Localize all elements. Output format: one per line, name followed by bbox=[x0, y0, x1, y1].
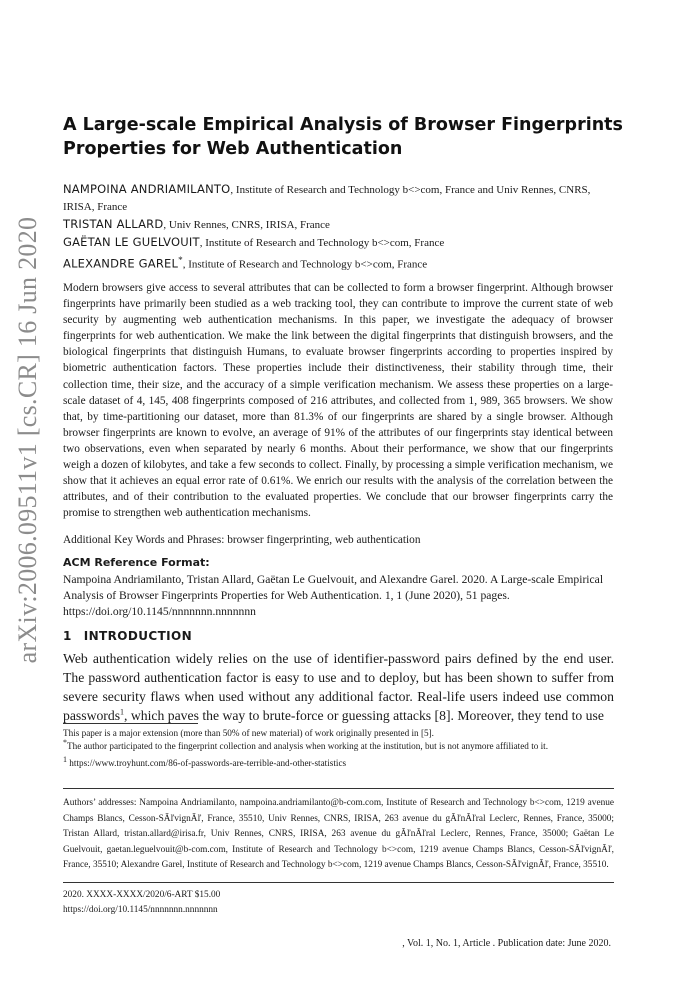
footnote-mark: 1 bbox=[120, 707, 125, 717]
author-entry bbox=[63, 216, 619, 234]
author-entry bbox=[63, 181, 619, 216]
author-entry bbox=[63, 234, 619, 252]
author-name: NAMPOINA ANDRIAMILANTO bbox=[63, 182, 231, 196]
running-footer: , Vol. 1, No. 1, Article . Publication date: June 2020. bbox=[402, 938, 611, 949]
author-affiliation: , Institute of Research and Technology b<>com, France and Univ Rennes, CNRS, IRISA, France bbox=[63, 184, 591, 213]
footnote bbox=[63, 754, 615, 770]
doi-line: https://doi.org/10.1145/nnnnnnn.nnnnnnn bbox=[63, 905, 218, 915]
author-name: GAËTAN LE GUELVOUIT bbox=[63, 235, 200, 249]
acm-reference-heading: ACM Reference Format: bbox=[63, 556, 210, 569]
author-marker: * bbox=[178, 255, 183, 265]
author-addresses: Authors’ addresses: Nampoina Andriamilanto, nampoina.andriamilanto@b-com.com, Institute of Research and Technology b<>com, 1219 avenue Champs Blancs, Cesson-SÃľvignÃľ, France, 35510, Univ Rennes, CNRS, IRISA, 263 avenue du gÃľnÃľral Leclerc, Rennes, France, 35000; Tristan Allard, tristan.allard@irisa.fr, Univ Rennes, CNRS, IRISA, 263 avenue du gÃľnÃľral Leclerc, Rennes, France, 35000; Gaëtan Le Guelvouit, gaetan.leguelvouit@b-com.com, Institute of Research and Technology b<>com, 1219 avenue Champs Blancs, Cesson-SÃľvignÃľ, France, 35510; Alexandre Garel, Institute of Research and Technology b<>com, 1219 avenue Champs Blancs, Cesson-SÃľvignÃľ, France, 35510. bbox=[63, 798, 614, 870]
copyright-rule bbox=[63, 882, 614, 883]
paper-title: A Large-scale Empirical Analysis of Browser Fingerprints Properties for Web Authentication bbox=[63, 115, 623, 159]
abstract: Modern browsers give access to several attributes that can be collected to form a browser fingerprint. Although browser fingerprints have primarily been studied as a web tracking tool, they can contribute to improve the current state of web security by augmenting web authentication mechanisms. In this paper, we investigate the adequacy of browser fingerprints for web authentication. We make the link between the digital fingerprints that distinguish browsers, and the biological fingerprints that distinguish Humans, to evaluate browser fingerprints according to properties inspired by biometric authentication factors. These properties include their distinctiveness, their stability through time, their collection time, their size, and the accuracy of a simple verification mechanism. We assess these properties on a large-scale dataset of 4, 145, 408 fingerprints composed of 216 attributes, and collected from 1, 989, 365 browsers. We show that, by time-partitioning our dataset, more than 81.3% of our fingerprints are shared by a single browser. Although browser fingerprints are known to evolve, an average of 91% of the attributes of our fingerprints stay identical between two observations, even when separated by nearly 6 months. About their performance, we show that our fingerprints weigh a dozen of kilobytes, and take a few seconds to collect. Finally, by processing a simple verification mechanism, we show that it achieves an equal error rate of 0.61%. We enrich our results with the analysis of the correlation between the attributes, and of their contribution to the evaluated properties. We conclude that our browser fingerprints carry the promise to strengthen web authentication mechanisms. bbox=[63, 282, 613, 520]
footnote-text: https://www.troyhunt.com/86-of-passwords-are-terrible-and-other-statistics bbox=[67, 757, 347, 768]
author-entry bbox=[63, 252, 619, 274]
section-title: INTRODUCTION bbox=[83, 629, 193, 643]
footnote bbox=[63, 727, 615, 740]
arxiv-stamp bbox=[4, 200, 52, 680]
author-name: TRISTAN ALLARD bbox=[63, 217, 164, 231]
footnote-mark: * bbox=[63, 738, 67, 748]
author-list bbox=[63, 181, 619, 274]
footnote bbox=[63, 740, 615, 753]
author-affiliation: , Univ Rennes, CNRS, IRISA, France bbox=[163, 219, 330, 231]
author-affiliation: , Institute of Research and Technology b<>com, France bbox=[182, 258, 428, 271]
section-heading bbox=[63, 629, 192, 643]
intro-text-after: , which paves the way to brute-force or guessing attacks [8]. Moreover, they tend to use bbox=[124, 708, 604, 723]
copyright-line: 2020. XXXX-XXXX/2020/6-ART $15.00 bbox=[63, 890, 221, 900]
section-number: 1 bbox=[63, 629, 72, 643]
footnote-rule bbox=[63, 723, 198, 724]
footnotes bbox=[63, 727, 615, 770]
footnote-text: The author participated to the fingerprint collection and analysis when working at the institution, but is not anymore affiliated to it. bbox=[67, 741, 549, 752]
acm-reference-text: Nampoina Andriamilanto, Tristan Allard, Gaëtan Le Guelvouit, and Alexandre Garel. 2020. A Large-scale Empirical Analysis of Browser Fingerprints Properties for Web Authentication. 1, 1 (June 2020), 51 pages. https://doi.org/10.1145/nnnnnnn.nnnnnnn bbox=[63, 573, 604, 618]
arxiv-stamp-text: arXiv:2006.09511v1 [cs.CR] 16 Jun 2020 bbox=[13, 216, 42, 664]
intro-text-before: Web authentication widely relies on the use of identifier-password pairs defined by the end user. The password authentication factor is easy to use and to deploy, but has been shown to suffer from severe security flaws when used without any additional factor. Real-life users indeed use common passwords bbox=[63, 651, 614, 723]
footnote-mark: 1 bbox=[63, 754, 67, 764]
footnote-text: This paper is a major extension (more than 50% of new material) of work originally presented in [5]. bbox=[63, 728, 434, 738]
author-affiliation: , Institute of Research and Technology b<>com, France bbox=[199, 237, 445, 249]
introduction-text bbox=[63, 649, 614, 725]
addresses-rule bbox=[63, 788, 614, 789]
author-name: ALEXANDRE GAREL bbox=[63, 256, 179, 271]
keywords: Additional Key Words and Phrases: browser fingerprinting, web authentication bbox=[63, 534, 421, 546]
copyright-block bbox=[63, 888, 463, 918]
